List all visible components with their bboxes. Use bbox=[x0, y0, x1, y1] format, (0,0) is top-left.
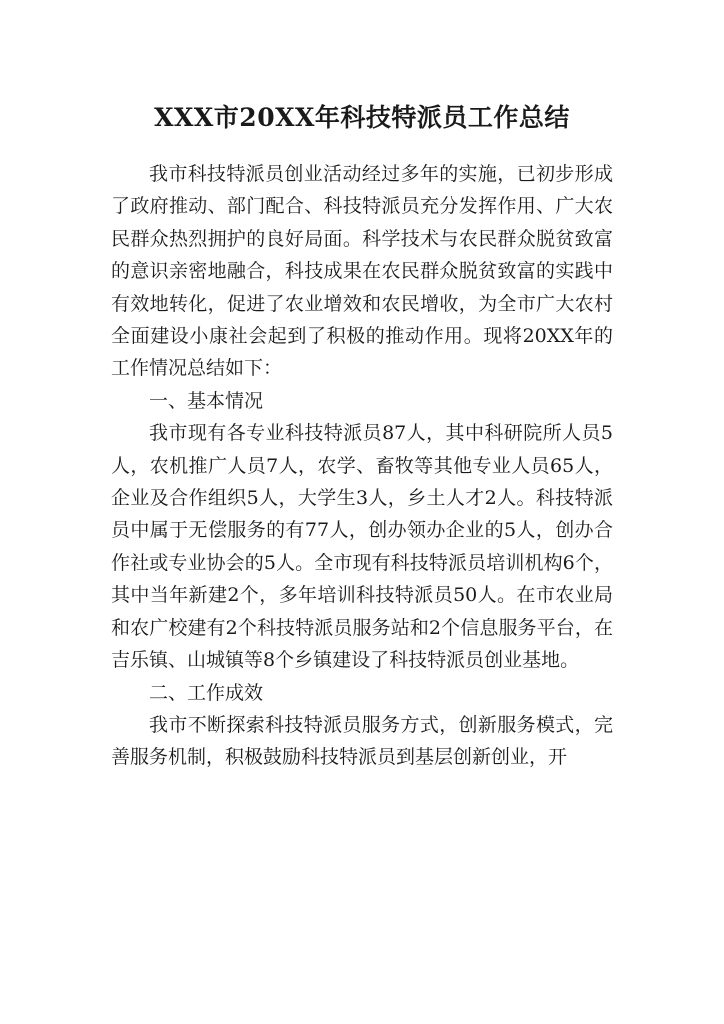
document-title: XXX市20XX年科技特派员工作总结 bbox=[154, 103, 570, 132]
work-results-paragraph: 我市不断探索科技特派员服务方式，创新服务模式，完善服务机制，积极鼓励科技特派员到基层创新创业，开 bbox=[111, 713, 613, 769]
section-heading-work-results: 二、工作成效 bbox=[149, 681, 264, 704]
section-heading-basic-situation: 一、基本情况 bbox=[149, 389, 264, 412]
intro-paragraph: 我市科技特派员创业活动经过多年的实施，已初步形成了政府推动、部门配合、科技特派员充分发挥作用、广大农民群众热烈拥护的良好局面。科学技术与农民群众脱贫致富的意识亲密地融合，科技成果在农民群众脱贫致富的实践中有效地转化，促进了农业增效和农民增收，为全市广大农村全面建设小康社会起到了积极的推动作用。现将20XX年的工作情况总结如下： bbox=[111, 163, 613, 380]
document-body bbox=[111, 158, 613, 774]
basic-situation-paragraph: 我市现有各专业科技特派员87人，其中科研院所人员5人，农机推广人员7人，农学、畜牧等其他专业人员65人，企业及合作组织5人，大学生3人，乡土人才2人。科技特派员中属于无偿服务的有77人，创办领办企业的5人，创办合作社或专业协会的5人。全市现有科技特派员培训机构6个，其中当年新建2个，多年培训科技特派员50人。在市农业局和农广校建有2个科技特派员服务站和2个信息服务平台，在吉乐镇、山城镇等8个乡镇建设了科技特派员创业基地。 bbox=[111, 422, 613, 672]
